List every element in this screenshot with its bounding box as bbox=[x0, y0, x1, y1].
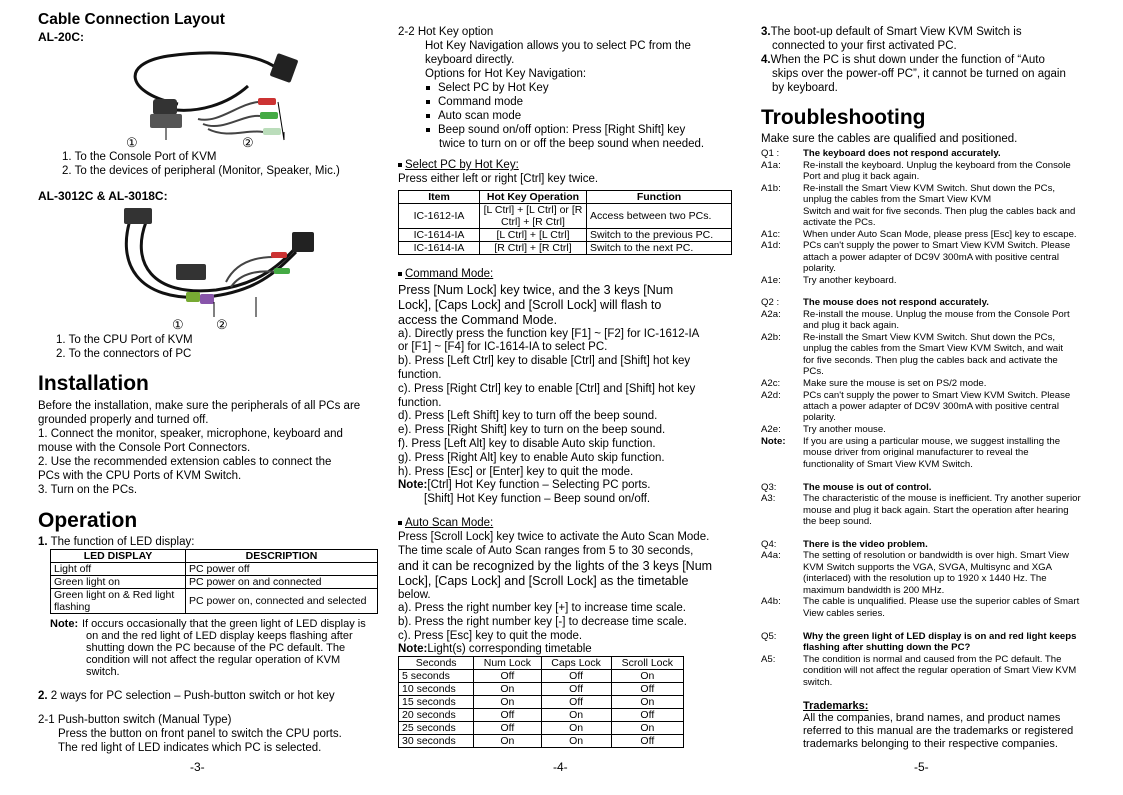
hotkey-bullet: Beep sound on/off option: Press [Right Shift] key bbox=[426, 123, 685, 137]
table-header: LED DISPLAY bbox=[51, 550, 186, 563]
led-table bbox=[50, 549, 378, 614]
cmd-title: Command Mode: bbox=[398, 267, 493, 281]
qa-key: Q4: bbox=[761, 539, 777, 550]
boot-item-cont: connected to your first activated PC. bbox=[772, 40, 957, 52]
table-row bbox=[399, 242, 732, 255]
table-cell: On bbox=[474, 735, 541, 748]
cmd-item: or [F1] ~ [F4] for IC-1614-IA to select PC. bbox=[398, 341, 608, 353]
push-title: 2-1 Push-button switch (Manual Type) bbox=[38, 714, 232, 726]
auto-title: Auto Scan Mode: bbox=[398, 516, 493, 530]
table-cell: [L Ctrl] + [L Ctrl] bbox=[480, 229, 587, 242]
qa-text: PCs can't supply the power to Smart View KVM Switch. Please bbox=[803, 240, 1071, 251]
qa-text: Make sure the mouse is set on PS/2 mode. bbox=[803, 378, 987, 389]
table-cell: Access between two PCs. bbox=[587, 204, 732, 229]
cmd-line: access the Command Mode. bbox=[398, 313, 558, 327]
al20c-cable-illustration bbox=[108, 44, 308, 149]
qa-text: The mouse is out of control. bbox=[803, 482, 932, 493]
hotkey-line: keyboard directly. bbox=[425, 54, 515, 66]
qa-text: attach a power adapter of DC9V 300mA with positive central bbox=[803, 401, 1059, 412]
al20c-callout-1: ① bbox=[126, 135, 138, 150]
trouble-intro: Make sure the cables are qualified and positioned. bbox=[761, 133, 1018, 145]
qa-key: A5: bbox=[761, 654, 776, 665]
qa-key: Q3: bbox=[761, 482, 777, 493]
trademarks-title: Trademarks: bbox=[803, 700, 869, 712]
cmd-item: a). Directly press the function key [F1] ~ [F2] for IC-1612-IA bbox=[398, 328, 700, 340]
led-intro: 1. The function of LED display: bbox=[38, 536, 195, 548]
table-cell: Off bbox=[474, 670, 541, 683]
select-title: Select PC by Hot Key: bbox=[398, 158, 519, 172]
qa-text: The mouse does not respond accurately. bbox=[803, 297, 989, 308]
qa-key: A1a: bbox=[761, 160, 781, 171]
table-header: DESCRIPTION bbox=[186, 550, 378, 563]
timetable bbox=[398, 656, 684, 748]
cmd-item: function. bbox=[398, 369, 442, 381]
boot-item: 3.The boot-up default of Smart View KVM Switch is bbox=[761, 26, 1022, 38]
auto-line: Lock], [Caps Lock] and [Scroll Lock] as the timetable bbox=[398, 574, 689, 588]
qa-text: switch. bbox=[803, 677, 833, 688]
qa-text: There is the video problem. bbox=[803, 539, 928, 550]
qa-text: maximum bandwidth is 200 MHz. bbox=[803, 585, 945, 596]
page-number: -4- bbox=[553, 760, 568, 774]
table-cell: Off bbox=[611, 735, 683, 748]
qa-text: Re-install the Smart View KVM Switch. Shut down the PCs, bbox=[803, 332, 1056, 343]
qa-key: Q1 : bbox=[761, 148, 780, 159]
table-cell: Switch to the next PC. bbox=[587, 242, 732, 255]
qa-text: If you are using a particular mouse, we suggest installing the bbox=[803, 436, 1061, 447]
table-cell: On bbox=[611, 670, 683, 683]
cmd-item: d). Press [Left Shift] key to turn off the beep sound. bbox=[398, 410, 658, 422]
qa-text: The characteristic of the mouse is inefficient. Try another superior bbox=[803, 493, 1081, 504]
page-number: -5- bbox=[914, 760, 929, 774]
table-header-row bbox=[399, 191, 732, 204]
qa-key: Q5: bbox=[761, 631, 777, 642]
table-row bbox=[399, 683, 684, 696]
qa-text: Re-install the keyboard. Unplug the keyboard from the Console bbox=[803, 160, 1071, 171]
led-note-line: If occurs occasionally that the green light of LED display is bbox=[82, 618, 366, 630]
qa-key: A2b: bbox=[761, 332, 781, 343]
al3012c-callout-2: ② bbox=[216, 317, 228, 332]
cmd-item: b). Press [Left Ctrl] key to disable [Ctrl] and [Shift] hot key bbox=[398, 355, 691, 367]
led-note-line: shutting down the PC because of the PC default. The bbox=[86, 642, 346, 654]
al20c-item-1: 1. To the Console Port of KVM bbox=[62, 151, 217, 163]
qa-key: A4b: bbox=[761, 596, 781, 607]
qa-text: Re-install the mouse. Unplug the mouse from the Console Port bbox=[803, 309, 1070, 320]
hotkey-bullet: Select PC by Hot Key bbox=[426, 81, 549, 95]
table-row bbox=[399, 670, 684, 683]
cmd-item: function. bbox=[398, 397, 442, 409]
install-line: mouse with the Console Port Connectors. bbox=[38, 442, 251, 454]
auto-item: a). Press the right number key [+] to increase time scale. bbox=[398, 602, 686, 614]
qa-text: flashing after shutting down the PC? bbox=[803, 642, 971, 653]
hotkey-bullet-cont: twice to turn on or off the beep sound when needed. bbox=[439, 138, 705, 150]
qa-text: for five seconds. Then plug the cables back and activate the bbox=[803, 355, 1058, 366]
table-cell: 25 seconds bbox=[399, 722, 474, 735]
qa-key: A1b: bbox=[761, 183, 781, 194]
qa-text: functionality of Smart View KVM Switch. bbox=[803, 459, 973, 470]
qa-text: The setting of resolution or bandwidth is over high. Smart View bbox=[803, 550, 1069, 561]
ways-heading: 2. 2 ways for PC selection – Push-button switch or hot key bbox=[38, 690, 335, 702]
shutdown-item: 4.When the PC is shut down under the function of “Auto bbox=[761, 54, 1045, 66]
install-line: grounded properly and turned off. bbox=[38, 414, 209, 426]
table-header: Item bbox=[399, 191, 480, 204]
qa-key: A1c: bbox=[761, 229, 781, 240]
al3012c-item-1: 1. To the CPU Port of KVM bbox=[56, 334, 193, 346]
select-line: Press either left or right [Ctrl] key twice. bbox=[398, 173, 599, 185]
table-cell: On bbox=[541, 722, 611, 735]
qa-text: View cables series. bbox=[803, 608, 885, 619]
qa-text: (interlaced) with the resolution up to 1920 x 1440 Hz. The bbox=[803, 573, 1047, 584]
install-line: 2. Use the recommended extension cables to connect the bbox=[38, 456, 332, 468]
trademarks-line: referred to this manual are the trademarks or registered bbox=[803, 725, 1074, 737]
led-note-line: condition will not affect the regular operation of KVM bbox=[86, 654, 341, 666]
al20c-label: AL-20C: bbox=[38, 30, 85, 44]
cmd-item: g). Press [Right Alt] key to enable Auto skip function. bbox=[398, 452, 665, 464]
table-cell: Off bbox=[541, 670, 611, 683]
qa-text: Try another keyboard. bbox=[803, 275, 897, 286]
al3012c-label: AL-3012C & AL-3018C: bbox=[38, 189, 168, 203]
qa-text: The condition is normal and caused from the PC default. The bbox=[803, 654, 1062, 665]
cmd-line: Press [Num Lock] key twice, and the 3 keys [Num bbox=[398, 283, 674, 297]
push-line: The red light of LED indicates which PC is selected. bbox=[58, 742, 322, 754]
hotkey-bullet: Command mode bbox=[426, 95, 523, 109]
cmd-item: h). Press [Esc] or [Enter] key to quit the mode. bbox=[398, 466, 634, 478]
hotkey-title: 2-2 Hot Key option bbox=[398, 26, 494, 38]
led-note-label: Note: bbox=[50, 618, 79, 630]
cmd-item: e). Press [Right Shift] key to turn on the beep sound. bbox=[398, 424, 666, 436]
table-cell: IC-1612-IA bbox=[399, 204, 480, 229]
operation-title: Operation bbox=[38, 509, 138, 532]
auto-line: Press [Scroll Lock] key twice to activate the Auto Scan Mode. bbox=[398, 531, 710, 543]
push-line: Press the button on front panel to switch the CPU ports. bbox=[58, 728, 342, 740]
qa-key: A1d: bbox=[761, 240, 781, 251]
qa-text: PCs can't supply the power to Smart View KVM Switch. Please bbox=[803, 390, 1071, 401]
table-row bbox=[51, 576, 378, 589]
troubleshooting-title: Troubleshooting bbox=[761, 106, 926, 129]
table-cell: 10 seconds bbox=[399, 683, 474, 696]
install-line: Before the installation, make sure the peripherals of all PCs are bbox=[38, 400, 361, 412]
qa-text: the beep sound. bbox=[803, 516, 872, 527]
install-line: 1. Connect the monitor, speaker, microphone, keyboard and bbox=[38, 428, 343, 440]
table-header-row bbox=[399, 657, 684, 670]
table-cell: PC power off bbox=[186, 563, 378, 576]
install-line: PCs with the CPU Ports of KVM Switch. bbox=[38, 470, 242, 482]
qa-text: unplug the cables from the Smart View KVM Switch, and wait bbox=[803, 343, 1064, 354]
shutdown-item-cont: by keyboard. bbox=[772, 82, 838, 94]
table-cell: [L Ctrl] + [L Ctrl] or [R Ctrl] + [R Ctrl] bbox=[480, 204, 587, 229]
cable-title: Cable Connection Layout bbox=[38, 11, 225, 28]
table-cell: IC-1614-IA bbox=[399, 229, 480, 242]
qa-key: A2a: bbox=[761, 309, 781, 320]
al20c-item-2: 2. To the devices of peripheral (Monitor, Speaker, Mic.) bbox=[62, 165, 340, 177]
qa-text: When under Auto Scan Mode, please press [Esc] key to escape. bbox=[803, 229, 1077, 240]
table-row bbox=[399, 709, 684, 722]
table-cell: 20 seconds bbox=[399, 709, 474, 722]
table-cell: Off bbox=[611, 683, 683, 696]
qa-key: Note: bbox=[761, 436, 786, 447]
table-cell: Green light on bbox=[51, 576, 186, 589]
table-row bbox=[399, 735, 684, 748]
al3012c-callout-1: ① bbox=[172, 317, 184, 332]
al3012c-item-2: 2. To the connectors of PC bbox=[56, 348, 192, 360]
table-header: Seconds bbox=[399, 657, 474, 670]
shutdown-item-cont: skips over the power-off PC”, it cannot be turned on again bbox=[772, 68, 1066, 80]
auto-note: Note:Light(s) corresponding timetable bbox=[398, 643, 592, 655]
table-cell: Off bbox=[474, 722, 541, 735]
qa-text: The keyboard does not respond accurately. bbox=[803, 148, 1001, 159]
qa-text: mouse driver from original manufacturer to reveal the bbox=[803, 447, 1029, 458]
qa-text: polarity. bbox=[803, 263, 836, 274]
auto-item: c). Press [Esc] key to quit the mode. bbox=[398, 630, 583, 642]
table-cell: [R Ctrl] + [R Ctrl] bbox=[480, 242, 587, 255]
qa-text: Why the green light of LED display is on and red light keeps bbox=[803, 631, 1077, 642]
table-cell: On bbox=[474, 683, 541, 696]
qa-text: PCs. bbox=[803, 366, 824, 377]
qa-text: Try another mouse. bbox=[803, 424, 886, 435]
qa-text: attach a power adapter of DC9V 300mA with positive central bbox=[803, 252, 1059, 263]
qa-text: activate the PCs. bbox=[803, 217, 876, 228]
hotkey-line: Hot Key Navigation allows you to select PC from the bbox=[425, 40, 691, 52]
table-cell: 5 seconds bbox=[399, 670, 474, 683]
led-note-line: switch. bbox=[86, 666, 120, 678]
auto-item: b). Press the right number key [-] to decrease time scale. bbox=[398, 616, 687, 628]
qa-text: mouse and plug it back again. Start the operation after hearing bbox=[803, 505, 1069, 516]
hotkey-line: Options for Hot Key Navigation: bbox=[425, 68, 587, 80]
qa-text: condition will not affect the regular operation of Smart View KVM bbox=[803, 665, 1077, 676]
cmd-item: c). Press [Right Ctrl] key to enable [Ctrl] and [Shift] hot key bbox=[398, 383, 696, 395]
auto-line: and it can be recognized by the lights of the 3 keys [Num bbox=[398, 559, 713, 573]
table-cell: On bbox=[541, 735, 611, 748]
table-row bbox=[399, 204, 732, 229]
led-note-line: on and the red light of LED display keeps flashing after bbox=[86, 630, 353, 642]
table-cell: 30 seconds bbox=[399, 735, 474, 748]
qa-key: Q2 : bbox=[761, 297, 780, 308]
hotkey-table bbox=[398, 190, 732, 255]
trademarks-line: All the companies, brand names, and product names bbox=[803, 712, 1061, 724]
al3012c-cable-illustration bbox=[96, 202, 316, 327]
qa-key: A3: bbox=[761, 493, 776, 504]
table-header: Caps Lock bbox=[541, 657, 611, 670]
table-row bbox=[51, 589, 378, 614]
table-header: Hot Key Operation bbox=[480, 191, 587, 204]
qa-text: Port and plug it back again. bbox=[803, 171, 920, 182]
qa-text: KVM Switch supports the VGA, SVGA, Multisync and XGA bbox=[803, 562, 1053, 573]
qa-key: A4a: bbox=[761, 550, 781, 561]
qa-key: A2c: bbox=[761, 378, 781, 389]
qa-text: unplug the cables from the Smart View KVM bbox=[803, 194, 992, 205]
cmd-line: Lock], [Caps Lock] and [Scroll Lock] will flash to bbox=[398, 298, 662, 312]
al20c-callout-2: ② bbox=[242, 135, 254, 150]
table-row bbox=[399, 696, 684, 709]
table-cell: Off bbox=[611, 709, 683, 722]
table-cell: PC power on and connected bbox=[186, 576, 378, 589]
table-row bbox=[51, 563, 378, 576]
table-cell: Off bbox=[541, 696, 611, 709]
table-header: Function bbox=[587, 191, 732, 204]
table-cell: Light off bbox=[51, 563, 186, 576]
qa-text: The cable is unqualified. Please use the superior cables of Smart bbox=[803, 596, 1080, 607]
table-row bbox=[399, 722, 684, 735]
qa-text: Switch and wait for five seconds. Then plug the cables back and bbox=[803, 206, 1076, 217]
qa-text: Re-install the Smart View KVM Switch. Shut down the PCs, bbox=[803, 183, 1056, 194]
install-line: 3. Turn on the PCs. bbox=[38, 484, 138, 496]
table-cell: Switch to the previous PC. bbox=[587, 229, 732, 242]
auto-line: The time scale of Auto Scan ranges from 5 to 30 seconds, bbox=[398, 545, 694, 557]
qa-key: A1e: bbox=[761, 275, 781, 286]
cmd-note-2: [Shift] Hot Key function – Beep sound on/off. bbox=[424, 493, 651, 505]
qa-key: A2e: bbox=[761, 424, 781, 435]
cmd-note: Note:[Ctrl] Hot Key function – Selecting PC ports. bbox=[398, 479, 651, 491]
table-header: Scroll Lock bbox=[611, 657, 683, 670]
table-cell: IC-1614-IA bbox=[399, 242, 480, 255]
table-header: Num Lock bbox=[474, 657, 541, 670]
qa-text: and plug it back again. bbox=[803, 320, 900, 331]
qa-key: A2d: bbox=[761, 390, 781, 401]
table-header-row bbox=[51, 550, 378, 563]
table-cell: PC power on, connected and selected bbox=[186, 589, 378, 614]
installation-title: Installation bbox=[38, 372, 149, 395]
page-number: -3- bbox=[190, 760, 205, 774]
table-cell: On bbox=[611, 722, 683, 735]
table-cell: 15 seconds bbox=[399, 696, 474, 709]
auto-line: below. bbox=[398, 589, 431, 601]
table-cell: Green light on & Red light flashing bbox=[51, 589, 186, 614]
table-cell: Off bbox=[474, 709, 541, 722]
table-cell: On bbox=[474, 696, 541, 709]
table-cell: On bbox=[611, 696, 683, 709]
table-cell: Off bbox=[541, 683, 611, 696]
cmd-item: f). Press [Left Alt] key to disable Auto skip function. bbox=[398, 438, 656, 450]
qa-text: polarity. bbox=[803, 412, 836, 423]
trademarks-line: trademarks belonging to their respective companies. bbox=[803, 738, 1058, 750]
hotkey-bullet: Auto scan mode bbox=[426, 109, 521, 123]
table-row bbox=[399, 229, 732, 242]
table-cell: On bbox=[541, 709, 611, 722]
